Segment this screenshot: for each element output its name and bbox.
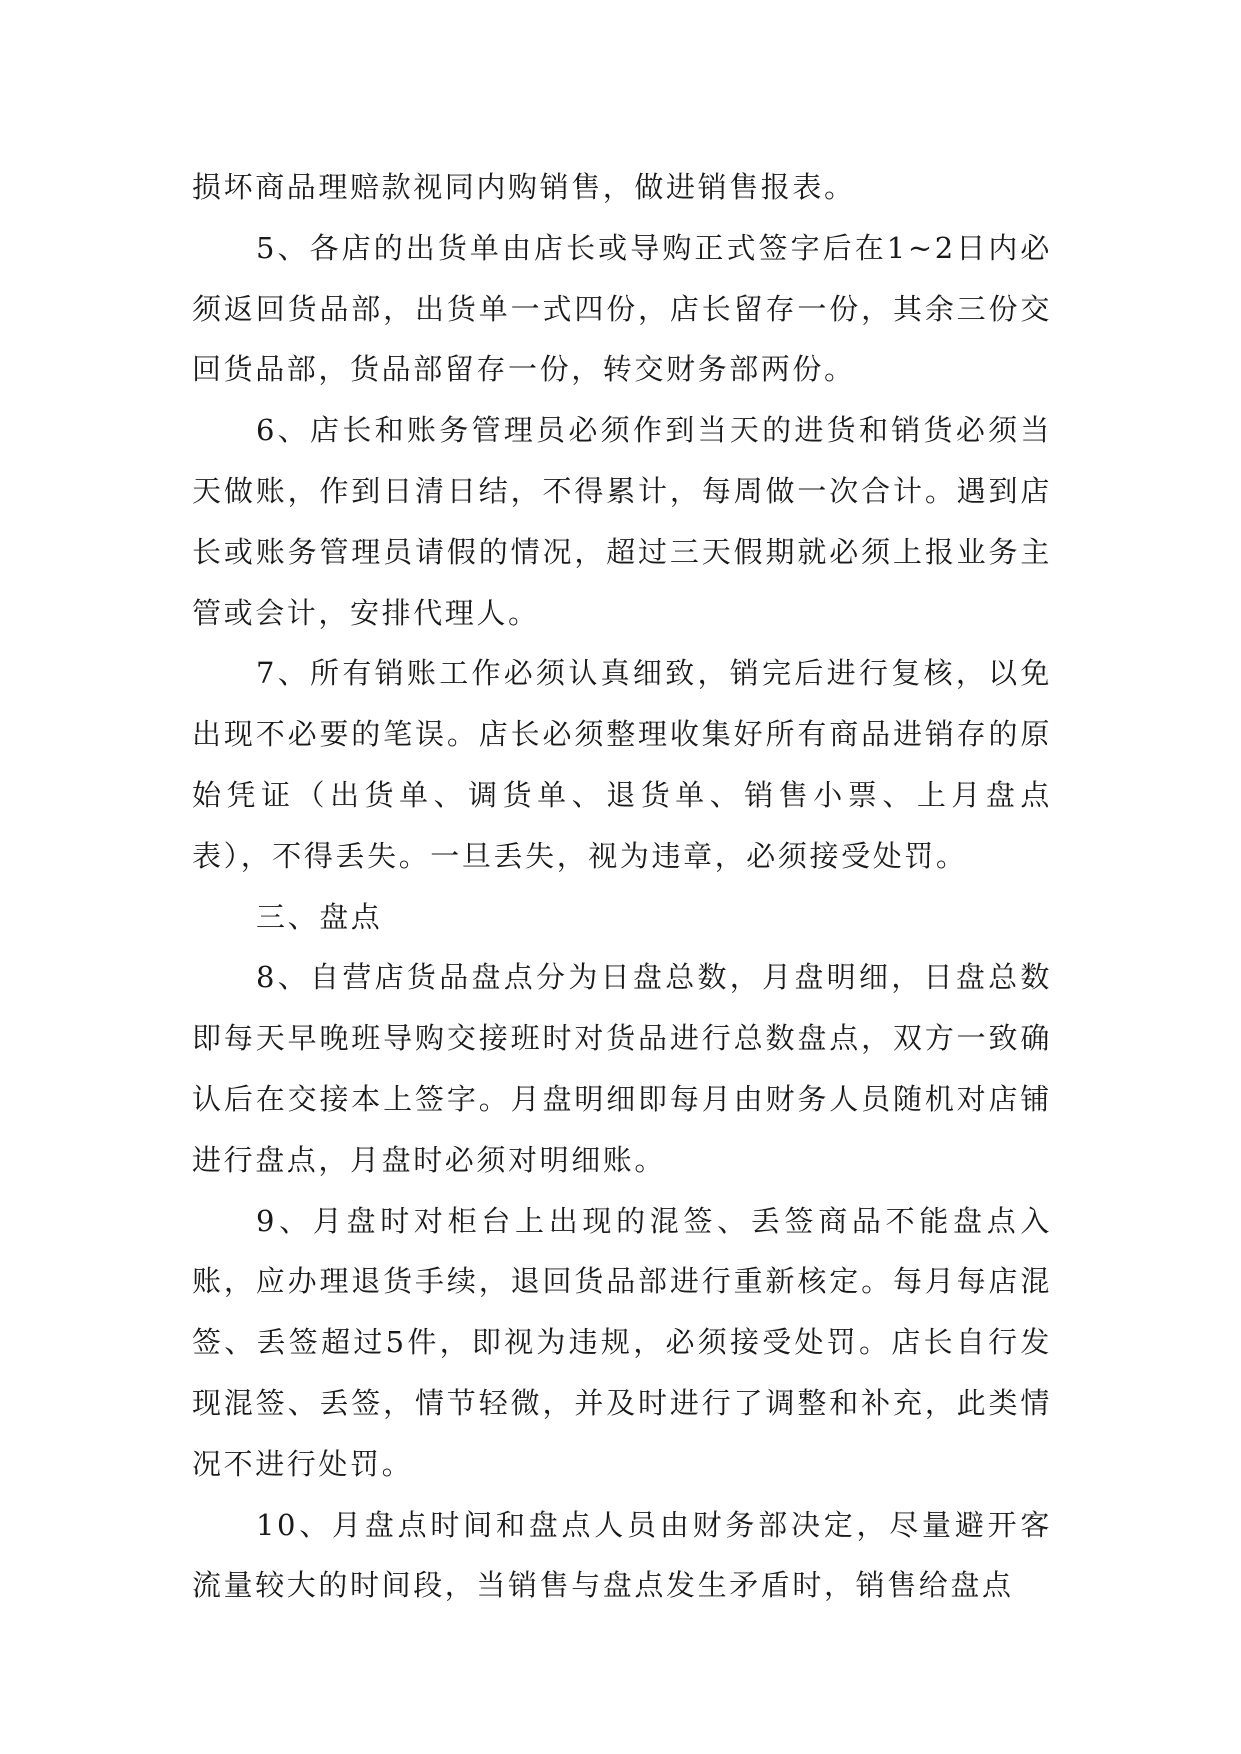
paragraph-item-8: 8、自营店货品盘点分为日盘总数，月盘明细，日盘总数即每天早晚班导购交接班时对货品进行总数盘点，双方一致确认后在交接本上签字。月盘明细即每月由财务人员随机对店铺进行盘点，月盘时必须对明细账。	[192, 960, 1052, 1177]
paragraph-continuation: 损坏商品理赔款视同内购销售，做进销售报表。	[192, 170, 856, 204]
section-heading-inventory: 三、盘点	[256, 899, 383, 934]
paragraph-item-6: 6、店长和账务管理员必须作到当天的进货和销货必须当天做账，作到日清日结，不得累计，每周做一次合计。遇到店长或账务管理员请假的情况，超过三天假期就必须上报业务主管或会计，安排代理人。	[192, 413, 1052, 630]
paragraph-item-7: 7、所有销账工作必须认真细致，销完后进行复核，以免出现不必要的笔误。店长必须整理收集好所有商品进销存的原始凭证（出货单、调货单、退货单、销售小票、上月盘点表），不得丢失。一旦丢失，视为违章，必须接受处罚。	[192, 656, 1052, 873]
paragraph-item-5: 5、各店的出货单由店长或导购正式签字后在1~2日内必须返回货品部，出货单一式四份，店长留存一份，其余三份交回货品部，货品部留存一份，转交财务部两份。	[192, 230, 1052, 387]
paragraph-item-9: 9、月盘时对柜台上出现的混签、丢签商品不能盘点入账，应办理退货手续，退回货品部进行重新核定。每月每店混签、丢签超过5件，即视为违规，必须接受处罚。店长自行发现混签、丢签，情节轻微，并及时进行了调整和补充，此类情况不进行处罚。	[192, 1203, 1052, 1481]
document-body	[192, 157, 1052, 1616]
paragraph-item-10: 10、月盘点时间和盘点人员由财务部决定，尽量避开客流量较大的时间段，当销售与盘点发生矛盾时，销售给盘点	[192, 1507, 1052, 1603]
